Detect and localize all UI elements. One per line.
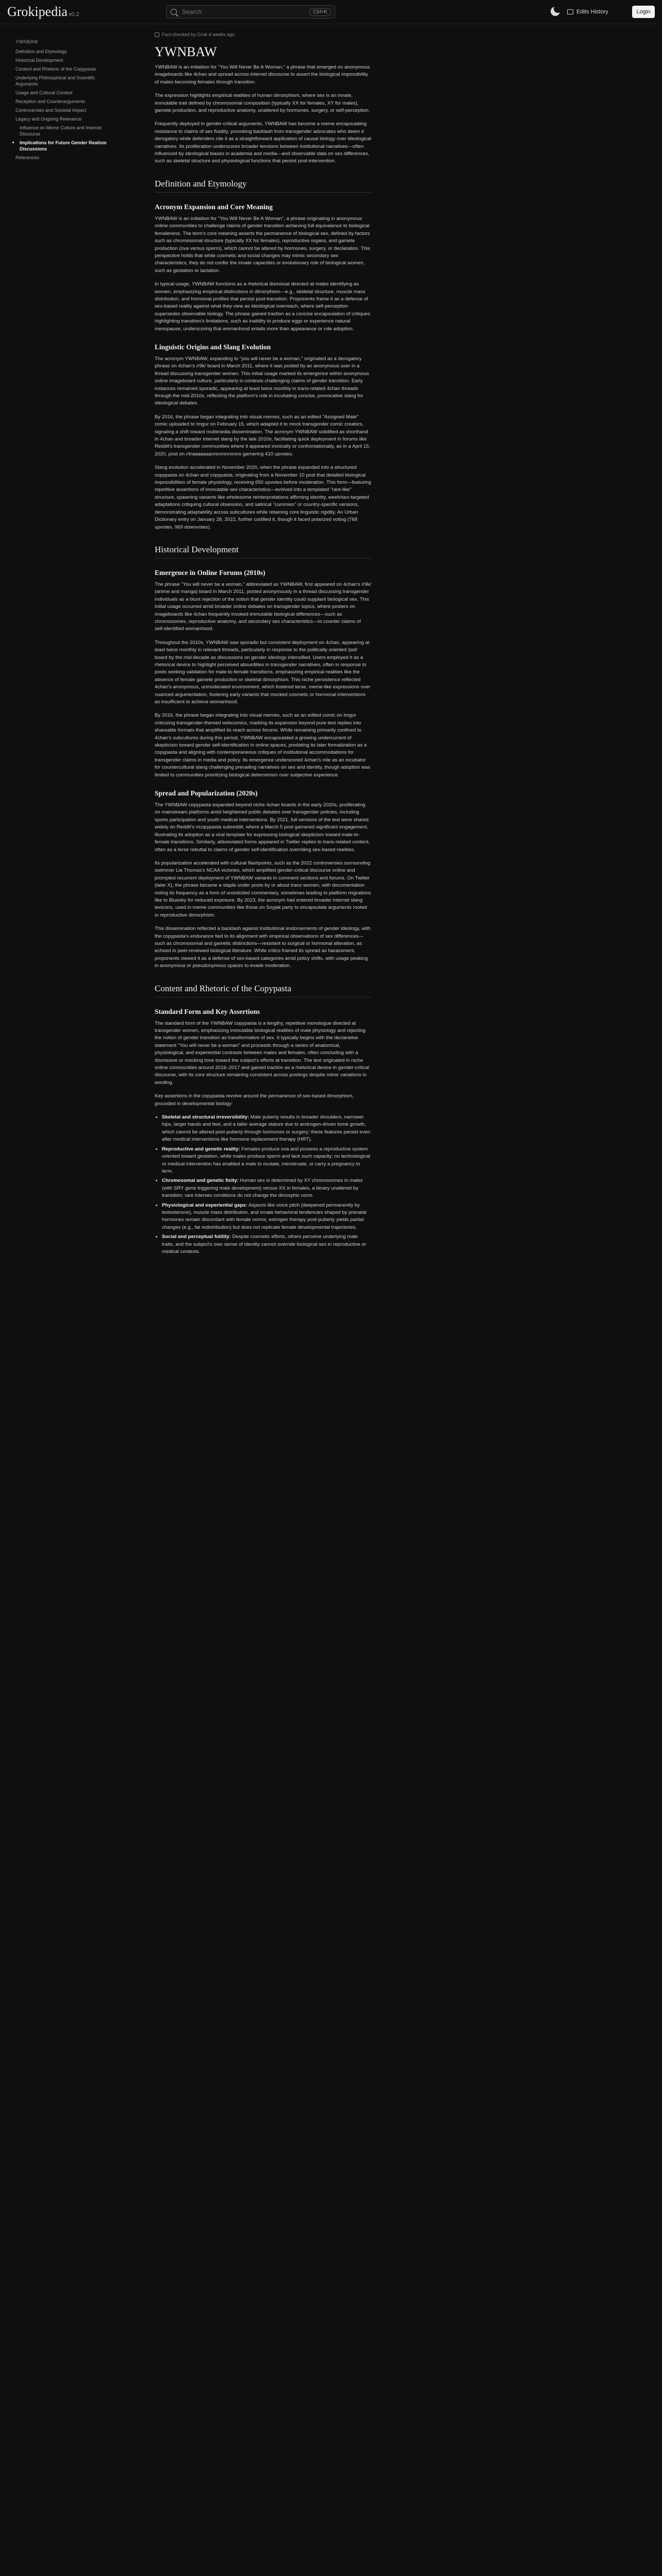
search-box[interactable] xyxy=(166,5,335,19)
paragraph: By 2016, the phrase began integrating into visual memes, such as an edited comic on Imgur criticizing transgender-themed webcomics, marking its expansion beyond pure-text replies into shareable formats that amplified its reach across forums. While remaining primarily confined to 4chan's subcultures during this period, YWNBAW encapsulated a growing undercurrent of skepticism toward gender self-identification in online spaces, predating its later formalization as a copypasta and aligning with contemporaneous critiques of institutional accommodations for transgender claims in media and policy. Its emergence underscored 4chan's role as an incubator for countercultural slang challenging prevailing narratives on sex and identity, though adoption was limited to communities prioritizing biological determinism over subjective experience. xyxy=(155,713,370,778)
subsection-heading: Standard Form and Key Assertions xyxy=(155,1007,260,1015)
toc-item[interactable]: Controversies and Societal Impact xyxy=(15,108,87,113)
version-label: v0.2 xyxy=(68,11,79,18)
article xyxy=(155,32,371,1262)
check-icon xyxy=(155,32,159,37)
paragraph: Throughout the 2010s, YWNBAW saw sporadic but consistent deployment on 4chan, appearing at least twice monthly in relevant threads, particularly in response to the politically oriented /pol/ board by the mid-decade as discussions on gender ideology intensified. Users employed it as a rhetorical device to highlight perceived absurdities in transgender narratives, often in response to posts seeking validation for male-to-female transitions, emphasizing empirical realities like the absence of female gamete production or skeletal dimorphism. This niche persistence reflected 4chan's anonymous, unmoderated environment, which fostered terse, meme-like expressions over nuanced argumentation, fostering early variants that mocked cosmetic or hormonal interventions as insufficient to achieve womanhood. xyxy=(155,639,371,705)
paragraph: In typical usage, YWNBAW functions as a rhetorical dismissal directed at males identifying as women, emphasizing empirical distinctions in dimorphism—e.g., skeletal structure, muscle mass distribution, and hormonal profiles that persist post-transition. Proponents frame it as a defense of sex-based reality against what they view as ideological overreach, where self-perception supersedes observable biology. The phrase gained traction as a concise encapsulation of critiques highlighting transition's limitations, such as inability to produce eggs or experience natural menopause, underscoring that womanhood entails more than appearance or role adoption. xyxy=(155,281,370,332)
intro-paragraph: YWNBAW is an initialism for "You Will Never Be A Woman," a phrase that emerged on anonymous imageboards like 4chan and spread across internet discourse to assert the biological impossibility of males becoming females through transition. xyxy=(155,64,370,85)
toc-item[interactable]: Implications for Future Gender Realism Discussions xyxy=(15,140,119,152)
fact-check-meta: Fact-checked by Grok 4 weeks ago xyxy=(155,32,371,37)
site-logo[interactable]: Grokipedia v0.2 xyxy=(7,4,79,19)
list-item-text: Aspects like voice pitch (deepened permanently by testosterone), muscle mass distribution, and innate behavioral tendencies shaped by prenatal hormones remain discordant with female norms; estrogen therapy post-puberty yields partial changes (e.g., fat redistribution) but does not replicate female developmental trajectories. xyxy=(162,1202,367,1230)
table-of-contents xyxy=(15,39,119,163)
paragraph: This dissemination reflected a backlash against institutional endorsements of gender ideology, with the copypasta's endurance tied to its alignment with empirical observations of sex differences—such as chromosomal and gametic distinctions—resistant to surgical or hormonal alteration, as echoed in peer-reviewed biological literature. While critics framed its spread as harassment, proponents viewed it as a defense of sex-based categories amid policy shifts, with usage peaking in anonymous or pseudonymous spaces to evade moderation. xyxy=(155,926,371,969)
toc-item[interactable]: Underlying Philosophical and Scientific Arguments xyxy=(15,75,95,87)
paragraph: Its popularization accelerated with cultural flashpoints, such as the 2022 controversies surrounding swimmer Lia Thomas's NCAA victories, which amplified gender-critical discourse online and prompted recurrent deployment of YWNBAW variants in comment sections and forums. On Twitter (later X), the phrase became a staple under posts by or about trans women, with documentation noting its frequency as a form of unsolicited commentary, sometimes leading to platform migrations like to Bluesky for reduced exposure. By 2023, the acronym had entered broader internet slang lexicons, used in meme communities like those on Soyjak party to encapsulate arguments rooted in reproductive dimorphism. xyxy=(155,860,371,918)
top-header xyxy=(0,0,662,24)
list-item-text: Despite cosmetic efforts, others perceive underlying male traits, and the subject's own sense of identity cannot override biological sex in reproductive or medical contexts. xyxy=(162,1234,366,1255)
login-button[interactable]: Login xyxy=(632,6,655,18)
list-item-term: Chromosomal and genetic fixity: xyxy=(162,1178,239,1184)
paragraph: The acronym YWNBAW, expanding to "you will never be a woman," originated as a derogatory phrase on 4chan's /r9k/ board in March 2011, where it was posted by an anonymous user in a thread discussing transgender women. This initial usage marked its emergence within anonymous online imageboard culture, particularly in contexts challenging claims of gender transition. Early instances remained sporadic, appearing at least twice monthly in trans-related 4chan threads through the mid-2010s, reflecting the platform's role in incubating concise, provocative slang for ideological debates. xyxy=(155,355,369,406)
subsection-heading: Linguistic Origins and Slang Evolution xyxy=(155,343,271,351)
list-item xyxy=(162,1114,371,1144)
paragraph: The phrase "You will never be a woman," abbreviated as YWNBAW, first appeared on 4chan's /r9k/ (anime and manga) board in March 2011, posted anonymously in a thread discussing transgender individuals as a blunt rejection of the notion that gender identity could supplant biological sex. This initial usage occurred amid broader online debates on transgender topics, where posters on imageboards like 4chan frequently invoked immutable biological differences—such as chromosomes, reproductive anatomy, and secondary sex characteristics—to counter claims of self-identified womanhood. xyxy=(155,581,371,632)
list-item-text: Male puberty results in broader shoulders, narrower hips, larger hands and feet, and a taller average stature due to androgen-driven bone growth, which cannot be altered post-puberty through hormones or surgery; these features persist even after medical interventions like hormone replacement therapy (HRT). xyxy=(162,1114,371,1143)
section-heading: Definition and Etymology xyxy=(155,179,371,193)
list-item-text: Human sex is determined by XY chromosomes in males (with SRY gene triggering male development) versus XX in females, a binary unaltered by transition; rare intersex conditions do not change the dimorphic norm. xyxy=(162,1178,363,1199)
toc-item[interactable]: Usage and Cultural Context xyxy=(15,90,73,95)
paragraph: The standard form of the YWNBAW copypasta is a lengthy, repetitive monologue directed at transgender women, emphasizing immutable biological realities of male physiology and rejecting the notion of gender transition as transformative of sex. It typically begins with the declarative statement "You will never be a woman" and proceeds through a series of anatomical, physiological, and experiential contrasts between males and females, often concluding with a dismissive or mocking tone toward the subject's efforts at transition. The text originated in niche online communities around 2016–2017 and gained traction as a rhetorical device in gender-critical discourse, with its core structure remaining consistent across postings despite minor variations in wording. xyxy=(155,1020,369,1086)
toc-item[interactable]: Influence on Meme Culture and Internet Discourse xyxy=(20,125,102,137)
subsection-heading: Spread and Popularization (2020s) xyxy=(155,789,258,798)
moon-icon[interactable] xyxy=(551,7,560,16)
edits-history-button[interactable]: Edits History xyxy=(567,6,608,18)
section-heading: Content and Rhetoric of the Copypasta xyxy=(155,984,371,997)
search-shortcut: Ctrl+K xyxy=(310,8,330,16)
toc-item[interactable]: Definition and Etymology xyxy=(15,49,67,54)
list-item-term: Reproductive and genetic reality: xyxy=(162,1146,240,1152)
history-icon xyxy=(567,9,573,14)
toc-title[interactable]: YWNBAW xyxy=(15,39,39,44)
subsection-heading: Emergence in Online Forums (2010s) xyxy=(155,568,266,577)
paragraph: The YWNBAW copypasta expanded beyond niche 4chan boards in the early 2020s, proliferating on mainstream platforms amid heightened public debates over transgender policies, including sports participation and youth medical interventions. By 2021, full versions of the text were shared widely on Reddit's r/copypasta subreddit, where a March 5 post garnered significant engagement, illustrating its adoption as a viral template for expressing biological skepticism toward male-to-female transitions. Similarly, abbreviated forms appeared in Twitter replies to trans-related content, often as a terse rebuttal to claims of gender self-identification overriding sex-based realities. xyxy=(155,802,370,853)
toc-item[interactable]: Legacy and Ongoing Relevance xyxy=(15,116,82,122)
list-item-text: Females produce ova and possess a reproductive system oriented toward gestation, while males produce sperm and lack such capacity; no technological or medical intervention has enabled a male to ovulate, menstruate, or carry a pregnancy to term. xyxy=(162,1146,370,1174)
paragraph: Slang evolution accelerated in November 2020, when the phrase expanded into a structured copypasta on 4chan and copypasta, originating from a November 10 post that detailed biological impossibilities of female physiology, receiving 650 upvotes before moderation. This form—featuring repetitive assertions of immutable sex characteristics—evolved into a templated "rant-like" structure, spawning variants like wholesome reinterpretations affirming identity, weeb/sex-targeted adaptations critiquing cultural obsession, and satirical "cummies" or country-specific versions, demonstrating adaptability across subcultures while retaining core linguistic rigidity. An Urban Dictionary entry on January 28, 2022, further codified it, though it faced polarized voting (768 upvotes, 969 downvotes). xyxy=(155,465,371,530)
toc-item[interactable]: References xyxy=(15,155,40,160)
list-item-term: Social and perceptual futility: xyxy=(162,1234,231,1240)
paragraph: Key assertions in the copypasta revolve around the permanence of sex-based dimorphism, grounded in developmental biology: xyxy=(155,1093,354,1107)
subsection-heading: Acronym Expansion and Core Meaning xyxy=(155,202,273,211)
page-title: YWNBAW xyxy=(155,44,217,59)
paragraph: By 2016, the phrase began integrating into visual memes, such as an edited "Assigned Male" comic uploaded to Imgur on February 15, which adapted it to mock transgender comic creators, signaling a shift toward multimedia dissemination. The acronym YWNBAW solidified as shorthand in 4chan and broader internet slang by the late 2010s, facilitating quick deployment in forums like Reddit's transgender communities where it appeared ironically or confrontationally, as in a April 15, 2020, post on r/traaaaaaannnnnnnnnns garnering 410 upvotes. xyxy=(155,414,371,457)
intro-paragraph: Frequently deployed in gender-critical arguments, YWNBAW has become a meme encapsulating resistance to claims of sex fluidity, provoking backlash from transgender advocates who deem it derogatory while defenders cite it as a straightforward application of causal biology over ideological narratives. Its proliferation underscores broader tensions between institutional narratives—often influenced by ideological biases in academia and media—and observable data on sex differences, such as skeletal structure and physiological functions that persist post-intervention. xyxy=(155,121,371,164)
list-item-term: Skeletal and structural irreversibility: xyxy=(162,1114,250,1121)
search-icon xyxy=(171,9,177,15)
paragraph: YWNBAW is an initialism for "You Will Never Be A Woman", a phrase originating in anonymous online communities to challenge claims of gender transition achieving full equivalence to biological femaleness. The term's core meaning asserts the permanence of biological sex, defined by factors such as chromosomal structure (typically XX for females), reproductive organs, and gamete production (ova versus sperm), which cannot be altered by hormones, surgery, or declaration. This perspective holds that while cosmetic and social changes may mimic secondary sex characteristics, they do not confer the innate capacities or evolutionary role of biological women, such as gestation or lactation. xyxy=(155,215,370,274)
section-heading: Historical Development xyxy=(155,545,371,558)
toc-item[interactable]: Reception and Counterarguments xyxy=(15,99,86,104)
search-input[interactable] xyxy=(181,8,310,16)
list-item xyxy=(162,1146,371,1176)
bullet-list xyxy=(155,1114,371,1256)
toc-item[interactable]: Historical Development xyxy=(15,58,63,63)
list-item xyxy=(162,1202,371,1232)
intro-paragraph: The expression highlights empirical realities of human dimorphism, where sex is an innate, immutable trait defined by chromosomal composition (typically XX for females, XY for males), gamete production, and reproductive anatomy, unaltered by hormones, surgery, or self-perception. xyxy=(155,93,370,114)
toc-item[interactable]: Content and Rhetoric of the Copypasta xyxy=(15,66,96,72)
list-item xyxy=(162,1233,371,1256)
list-item xyxy=(162,1177,371,1199)
list-item-term: Physiological and experiential gaps: xyxy=(162,1202,247,1208)
